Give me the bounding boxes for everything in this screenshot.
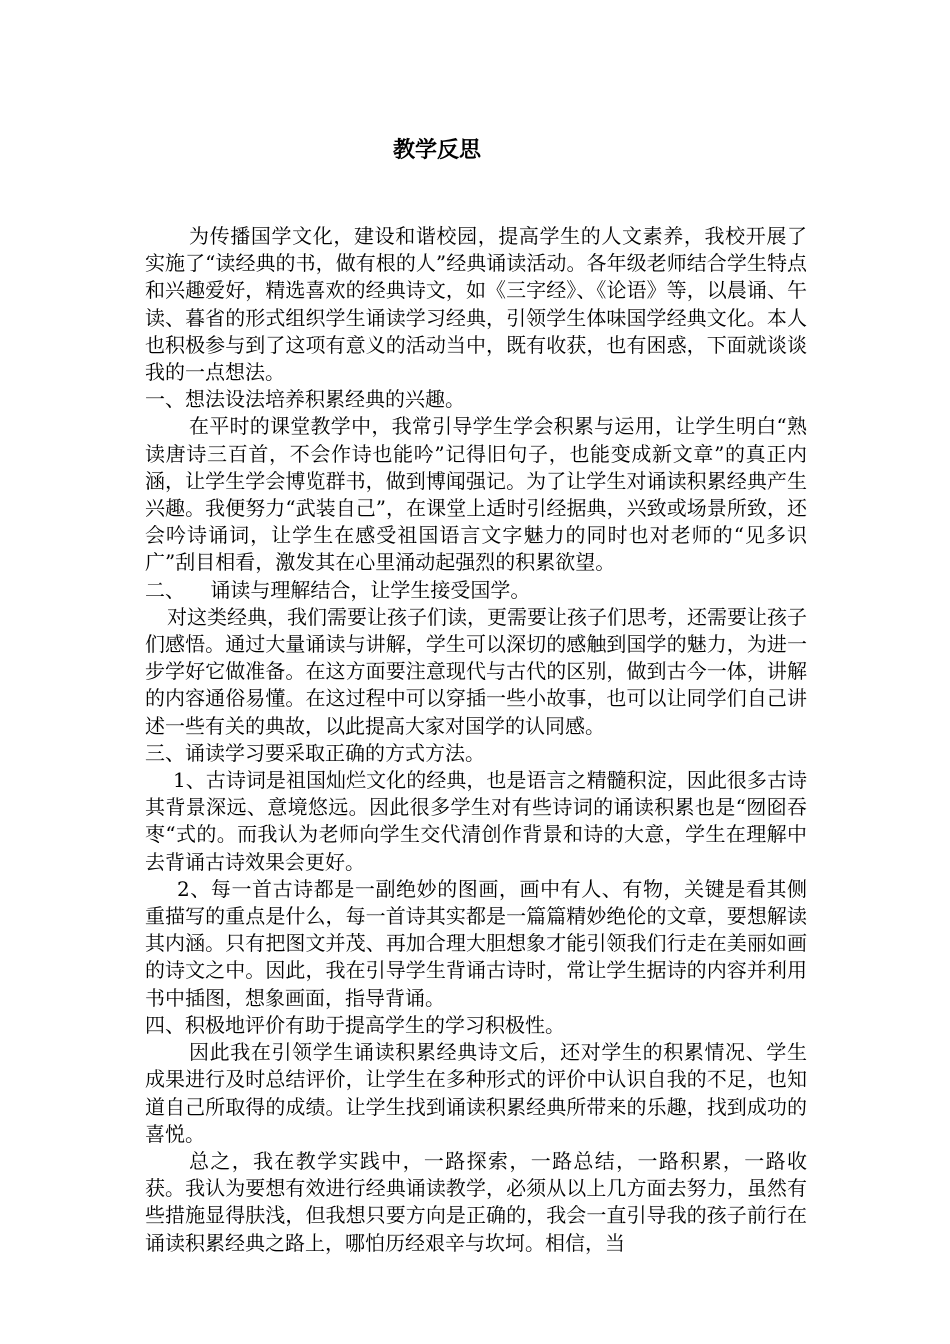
section-heading-3: 三、诵读学习要采取正确的方式方法。: [145, 740, 485, 765]
section-heading-2: 二、 诵读与理解结合，让学生接受国学。: [145, 577, 531, 602]
intro-paragraph: 为传播国学文化，建设和谐校园，提高学生的人文素养，我校开展了实施了“读经典的书，做有根的人”经典诵读活动。各年级老师结合学生特点和兴趣爱好，精选喜欢的经典诗文，如《三字经》、《论语》等，以晨诵、午读、暮省的形式组织学生诵读学习经典，引领学生体味国学经典文化。本人也积极参与到了这项有意义的活动当中，既有收获，也有困惑，下面就谈谈我的一点想法。: [145, 224, 807, 385]
section-3-item-1: 1、古诗词是祖国灿烂文化的经典，也是语言之精髓积淀，因此很多古诗其背景深远、意境悠远。因此很多学生对有些诗词的诵读积累也是“囫囵吞枣“式的。而我认为老师向学生交代清创作背景和诗的大意，学生在理解中去背诵古诗效果会更好。: [145, 768, 807, 874]
section-heading-4: 四、积极地评价有助于提高学生的学习积极性。: [145, 1012, 565, 1037]
section-3-item-2: 2、每一首古诗都是一副绝妙的图画，画中有人、有物，关键是看其侧重描写的重点是什么，每一首诗其实都是一篇篇精妙绝伦的文章，要想解读其内涵。只有把图文并茂、再加合理大胆想象才能引领我们行走在美丽如画的诗文之中。因此，我在引导学生背诵古诗时，常让学生据诗的内容并利用书中插图，想象画面，指导背诵。: [145, 876, 807, 1010]
section-2-paragraph: 对这类经典，我们需要让孩子们读，更需要让孩子们思考，还需要让孩子们感悟。通过大量诵读与讲解，学生可以深切的感触到国学的魅力，为进一步学好它做准备。在这方面要注意现代与古代的区别，做到古今一体，讲解的内容通俗易懂。在这过程中可以穿插一些小故事，也可以让同学们自己讲述一些有关的典故，以此提高大家对国学的认同感。: [145, 604, 807, 738]
section-4-paragraph: 因此我在引领学生诵读积累经典诗文后，还对学生的积累情况、学生成果进行及时总结评价，让学生在多种形式的评价中认识自我的不足，也知道自己所取得的成绩。让学生找到诵读积累经典所带来的乐趣，找到成功的喜悦。: [145, 1040, 807, 1146]
document-title: 教学反思: [392, 137, 481, 163]
document-body: [145, 223, 807, 1257]
section-1-paragraph: 在平时的课堂教学中，我常引导学生学会积累与运用，让学生明白“熟读唐诗三百首，不会作诗也能吟”记得旧句子，也能变成新文章”的真正内涵，让学生学会博览群书，做到博闻强记。为了让学生对诵读积累经典产生兴趣。我便努力“武装自己”，在课堂上适时引经据典，兴致或场景所致，还会吟诗诵词，让学生在感受祖国语言文字魅力的同时也对老师的“见多识广”刮目相看，激发其在心里涌动起强烈的积累欲望。: [145, 414, 807, 575]
section-heading-1: 一、想法设法培养积累经典的兴趣。: [145, 387, 465, 412]
conclusion-paragraph: 总之，我在教学实践中，一路探索，一路总结，一路积累，一路收获。我认为要想有效进行经典诵读教学，必须从以上几方面去努力，虽然有些措施显得肤浅，但我想只要方向是正确的，我会一直引导我的孩子前行在诵读积累经典之路上，哪怕历经艰辛与坎坷。相信，当: [145, 1148, 807, 1255]
